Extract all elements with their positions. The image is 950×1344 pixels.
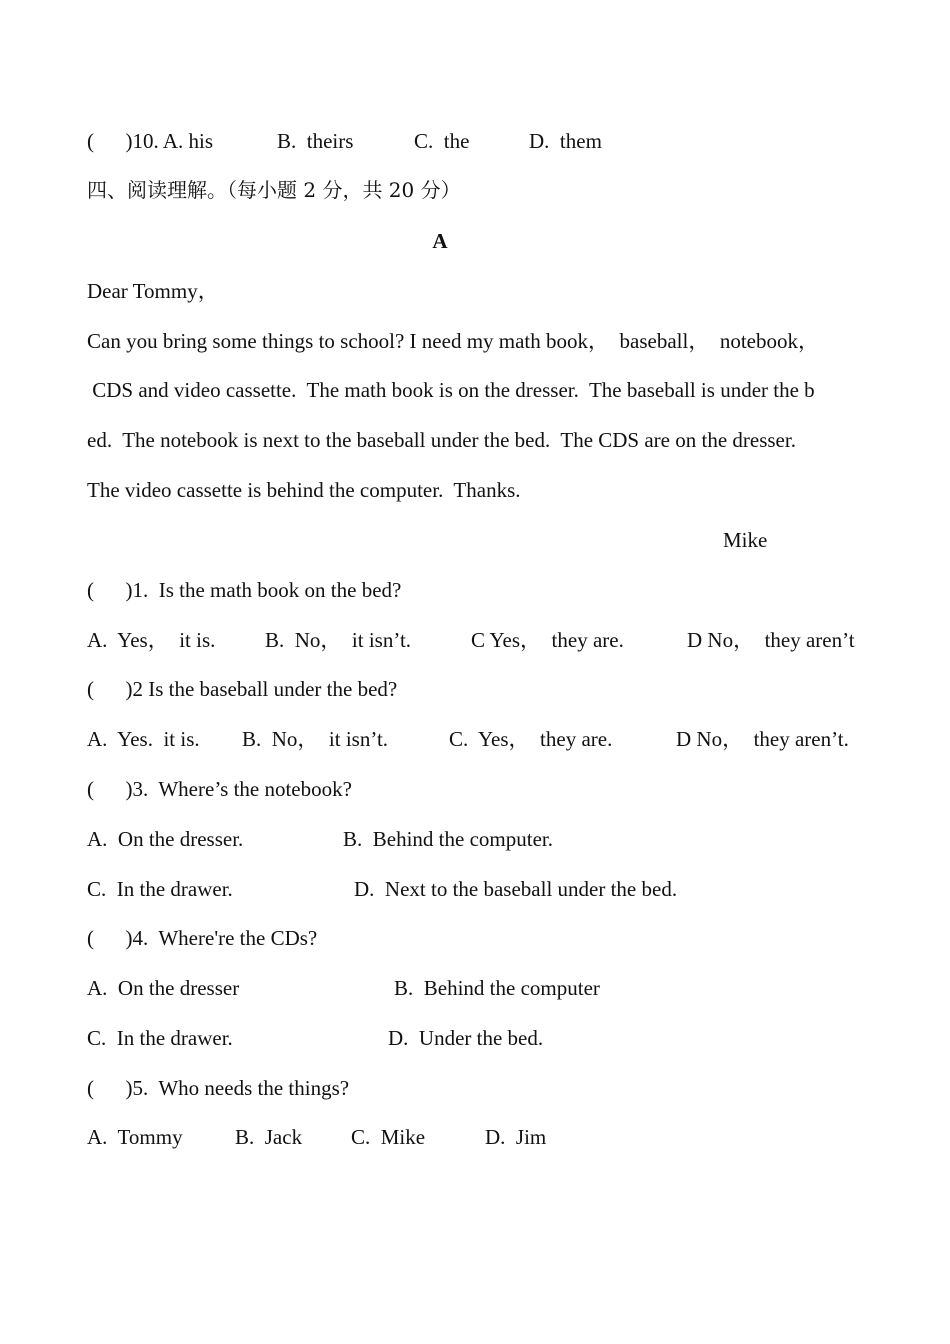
letter-line: ed. The notebook is next to the baseball under the bed. The CDS are on the dresser. bbox=[87, 428, 796, 452]
question-5-option-d: D. Jim bbox=[485, 1125, 547, 1149]
question-3-options-row-2 bbox=[87, 876, 678, 902]
question-5-option-a: A. Tommy bbox=[87, 1125, 183, 1149]
question-1-stem: ( )1. Is the math book on the bed? bbox=[87, 578, 402, 602]
question-1-options bbox=[87, 627, 855, 653]
letter-salutation: Dear Tommy， bbox=[87, 279, 219, 303]
question-5-option-c: C. Mike bbox=[351, 1125, 426, 1149]
question-10-option-d: D. them bbox=[529, 129, 602, 153]
letter-line: CDS and video cassette. The math book is on the dresser. The baseball is under the b bbox=[87, 378, 815, 402]
question-5-stem: ( )5. Who needs the things? bbox=[87, 1076, 350, 1100]
section-title: 四、阅读理解。（每小题 2 分，共 20 分） bbox=[87, 178, 461, 202]
question-10-option-b: B. theirs bbox=[277, 129, 354, 153]
question-4-option-b: B. Behind the computer bbox=[394, 976, 600, 1000]
question-4-option-d: D. Under the bed. bbox=[388, 1026, 544, 1050]
question-1-option-c: C Yes， they are. bbox=[471, 628, 624, 652]
question-4-options-row-1 bbox=[87, 975, 600, 1001]
question-2-option-d: D No， they aren’t. bbox=[676, 727, 849, 751]
question-2-options bbox=[87, 726, 849, 752]
question-5-option-b: B. Jack bbox=[235, 1125, 303, 1149]
letter-line: The video cassette is behind the computer. Thanks. bbox=[87, 478, 521, 502]
question-2-option-a: A. Yes. it is. bbox=[87, 727, 200, 751]
question-3-option-a: A. On the dresser. bbox=[87, 827, 244, 851]
question-3-stem: ( )3. Where’s the notebook? bbox=[87, 777, 352, 801]
question-4-options-row-2 bbox=[87, 1025, 544, 1051]
question-10-stem: ( )10. A. his bbox=[87, 129, 213, 153]
question-2-option-b: B. No， it isn’t. bbox=[242, 727, 389, 751]
question-5-options bbox=[87, 1124, 547, 1150]
question-2-stem: ( )2 Is the baseball under the bed? bbox=[87, 677, 398, 701]
question-3-option-d: D. Next to the baseball under the bed. bbox=[354, 877, 678, 901]
question-2-option-c: C. Yes， they are. bbox=[449, 727, 613, 751]
question-3-option-b: B. Behind the computer. bbox=[343, 827, 553, 851]
passage-label: A bbox=[432, 229, 448, 253]
letter-signature: Mike bbox=[723, 528, 768, 552]
question-4-option-a: A. On the dresser bbox=[87, 976, 240, 1000]
question-4-option-c: C. In the drawer. bbox=[87, 1026, 233, 1050]
question-4-stem: ( )4. Where're the CDs? bbox=[87, 926, 318, 950]
question-3-option-c: C. In the drawer. bbox=[87, 877, 233, 901]
question-10-line bbox=[87, 128, 602, 154]
question-1-option-d: D No， they aren’t bbox=[687, 628, 855, 652]
question-3-options-row-1 bbox=[87, 826, 553, 852]
letter-line: Can you bring some things to school? I need my math book， baseball， notebook， bbox=[87, 329, 819, 353]
question-10-option-c: C. the bbox=[414, 129, 470, 153]
question-1-option-a: A. Yes， it is. bbox=[87, 628, 216, 652]
question-1-option-b: B. No， it isn’t. bbox=[265, 628, 412, 652]
